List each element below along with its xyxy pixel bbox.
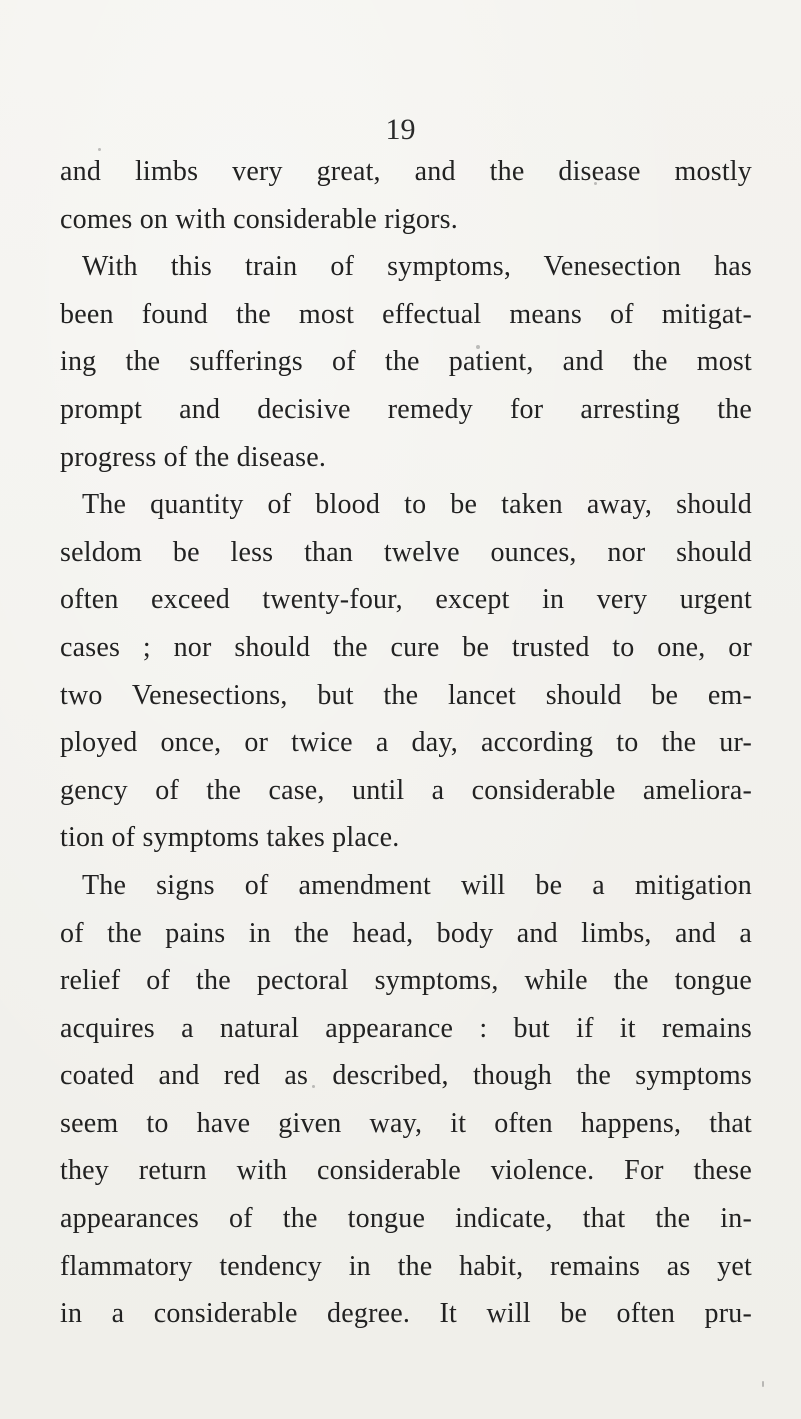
text-line: seldom be less than twelve ounces, nor should	[60, 536, 752, 568]
text-line: been found the most effectual means of mitigat-	[60, 298, 752, 330]
text-line: and limbs very great, and the disease mostly	[60, 156, 752, 187]
text-line: coated and red as described, though the symptoms	[60, 1060, 752, 1092]
body-text	[60, 148, 752, 1338]
text-line: ployed once, or twice a day, according to the ur-	[60, 727, 752, 759]
text-line: progress of the disease.	[60, 441, 327, 473]
text-line: appearances of the tongue indicate, that the in-	[60, 1203, 752, 1235]
text-line: in a considerable degree. It will be often pru-	[60, 1298, 752, 1330]
paper-speck	[476, 345, 480, 349]
paper-speck	[312, 1085, 315, 1088]
text-line: The quantity of blood to be taken away, should	[82, 489, 752, 521]
text-line: often exceed twenty-four, except in very urgent	[60, 584, 752, 616]
text-line: prompt and decisive remedy for arresting the	[60, 393, 752, 425]
page-number: 19	[385, 113, 416, 146]
text-line: The signs of amendment will be a mitigation	[82, 869, 752, 901]
text-line: tion of symptoms takes place.	[60, 822, 400, 854]
text-line: comes on with considerable rigors.	[60, 203, 458, 235]
paper-speck	[762, 1381, 764, 1387]
text-line: gency of the case, until a considerable ameliora-	[60, 774, 752, 806]
text-line: ing the sufferings of the patient, and the most	[60, 346, 752, 378]
text-line: two Venesections, but the lancet should be em-	[60, 679, 752, 711]
text-line: seem to have given way, it often happens, that	[60, 1107, 752, 1139]
text-line: flammatory tendency in the habit, remains as yet	[60, 1250, 752, 1282]
text-line: With this train of symptoms, Venesection has	[82, 251, 752, 283]
text-line: of the pains in the head, body and limbs, and a	[60, 917, 752, 949]
paper-speck	[594, 182, 597, 185]
text-line: they return with considerable violence. For these	[60, 1155, 752, 1187]
paper-speck	[98, 148, 101, 151]
text-line: acquires a natural appearance : but if it remains	[60, 1012, 752, 1044]
text-line: relief of the pectoral symptoms, while the tongue	[60, 965, 752, 997]
text-line: cases ; nor should the cure be trusted to one, or	[60, 631, 752, 663]
